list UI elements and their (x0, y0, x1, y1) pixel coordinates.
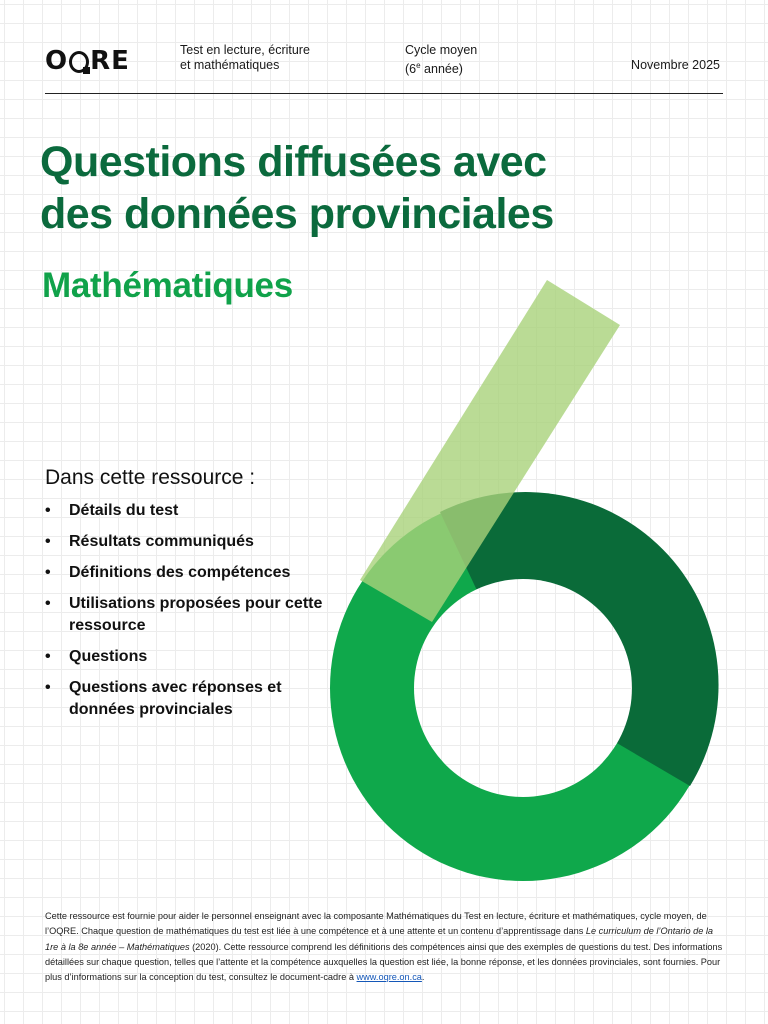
header (0, 0, 768, 95)
list-item: • Résultats communiqués (45, 531, 345, 553)
list-item: • Détails du test (45, 500, 345, 522)
test-name (180, 43, 310, 73)
test-name-line2: et mathématiques (180, 58, 280, 72)
footnote-text: Cette ressource est fournie pour aider le personnel enseignant avec la composante Mathématiques du Test en lecture, écriture et mathématiques, cycle moyen, de l’OQRE. Chaque question de mathématiques du test est liée à une compétence et à une attente et un contenu d’apprentissage dans (45, 911, 707, 937)
logo-q-icon (69, 51, 89, 73)
cycle-line2: (6e année) (405, 61, 463, 77)
test-name-line1: Test en lecture, écriture (180, 43, 310, 57)
cycle-line1: Cycle moyen (405, 43, 478, 57)
page-title (40, 136, 680, 240)
contents-heading: Dans cette ressource : (45, 466, 256, 489)
list-item: • Questions (45, 646, 345, 668)
page-subtitle: Mathématiques (42, 266, 293, 305)
footnote (45, 909, 725, 985)
footnote-end: . (421, 972, 425, 983)
logo-re: RE (90, 46, 130, 76)
list-item: • Utilisations proposées pour cette ressource (45, 593, 345, 637)
diagonal-bar (360, 280, 620, 622)
ring-bright (330, 495, 716, 881)
title-line1: Questions diffusées avec (40, 138, 547, 186)
publication-date: Novembre 2025 (631, 58, 720, 72)
cycle-info (405, 43, 477, 77)
oqre-logo[interactable] (45, 46, 130, 76)
header-divider (45, 93, 723, 94)
curriculum-title: Le curriculum de l’Ontario de la 1re à la 8e année – Mathématiques (45, 926, 714, 952)
list-item: • Questions avec réponses et données provinciales (45, 677, 345, 721)
footnote-text-2: (2020). Cette ressource comprend les définitions des compétences ainsi que des exemples de questions du test. Des informations détaillées sur chaque question, telles que l’attente et la compétence auxquelles la question est liée, la bonne réponse, et les données provinciales, sont fournies. Pour plus d’informations sur la conception du test, consultez le document-cadre à (45, 941, 723, 983)
contents-section (45, 466, 345, 730)
contents-list (45, 500, 345, 721)
logo-o: O (45, 46, 69, 76)
website-link[interactable]: www.oqre.on.ca (356, 972, 422, 983)
title-line2: des données provinciales (40, 190, 554, 238)
list-item: • Définitions des compétences (45, 562, 345, 584)
ring-dark (440, 492, 719, 786)
